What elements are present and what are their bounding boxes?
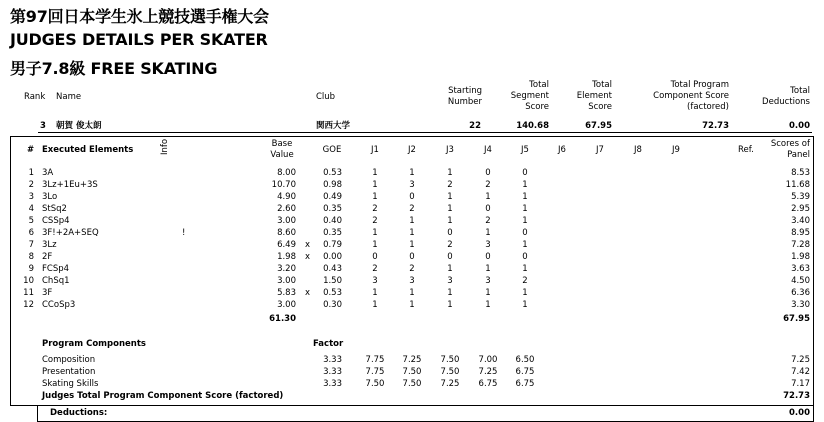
element-code: 3Lo xyxy=(42,192,58,202)
element-number: 8 xyxy=(28,252,34,262)
element-judge-2: 1 xyxy=(409,300,415,310)
element-judge-1: 1 xyxy=(372,180,378,190)
panel-total: 67.95 xyxy=(783,314,810,324)
el-num-header: # xyxy=(27,145,35,155)
rank-header: Rank xyxy=(24,92,46,102)
component-score: 7.25 xyxy=(791,355,810,365)
element-base-value: 3.00 xyxy=(277,216,296,226)
skater-rank: 3 xyxy=(40,121,46,131)
element-judge-4: 0 xyxy=(485,252,491,262)
element-judge-4: 0 xyxy=(485,168,491,178)
panel-header-line2: Panel xyxy=(787,150,810,160)
goe-header: GOE xyxy=(322,145,342,155)
element-judge-5: 1 xyxy=(522,240,528,250)
element-judge-3: 0 xyxy=(447,228,453,238)
judge-header-4: J4 xyxy=(484,145,492,155)
element-judge-1: 0 xyxy=(372,252,378,262)
total-pcs-header-line3: (factored) xyxy=(687,102,729,112)
element-judge-1: 2 xyxy=(372,216,378,226)
element-judge-3: 1 xyxy=(447,264,453,274)
component-factor: 3.33 xyxy=(323,379,342,389)
skater-tss: 140.68 xyxy=(516,121,549,131)
component-judge-3: 7.25 xyxy=(440,379,460,389)
deductions-box xyxy=(37,405,814,422)
element-panel-score: 1.98 xyxy=(791,252,810,262)
element-judge-4: 1 xyxy=(485,288,491,298)
base-value-total: 61.30 xyxy=(269,314,296,324)
ref-header: Ref. xyxy=(738,145,754,155)
base-value-header xyxy=(262,139,302,161)
judge-header-1: J1 xyxy=(371,145,379,155)
element-goe: 0.49 xyxy=(323,192,342,202)
skater-tes: 67.95 xyxy=(585,121,612,131)
component-judge-2: 7.50 xyxy=(402,379,422,389)
element-goe: 0.30 xyxy=(323,300,342,310)
pcs-total-label: Judges Total Program Component Score (factored) xyxy=(42,391,284,401)
pcs-total: 72.73 xyxy=(783,391,810,401)
total-element-header-line3: Score xyxy=(588,102,612,112)
panel-header xyxy=(756,139,810,161)
component-judge-3: 7.50 xyxy=(440,367,460,377)
component-judge-5: 6.50 xyxy=(515,355,535,365)
judge-header-2: J2 xyxy=(408,145,416,155)
element-code: ChSq1 xyxy=(42,276,70,286)
element-panel-score: 6.36 xyxy=(791,288,810,298)
element-judge-3: 1 xyxy=(447,216,453,226)
element-judge-2: 0 xyxy=(409,252,415,262)
element-judge-2: 2 xyxy=(409,204,415,214)
element-base-value: 5.83 xyxy=(277,288,296,298)
element-bonus-flag: x xyxy=(305,288,311,298)
element-judge-1: 2 xyxy=(372,264,378,274)
component-judge-4: 7.00 xyxy=(478,355,498,365)
element-goe: 0.53 xyxy=(323,168,342,178)
element-judge-1: 1 xyxy=(372,192,378,202)
components-header: Program Components xyxy=(42,339,146,349)
element-panel-score: 3.40 xyxy=(791,216,810,226)
element-judge-5: 1 xyxy=(522,204,528,214)
total-pcs-header-line2: Component Score xyxy=(653,91,729,101)
element-judge-1: 2 xyxy=(372,204,378,214)
element-judge-5: 2 xyxy=(522,276,528,286)
element-base-value: 8.00 xyxy=(277,168,296,178)
component-judge-4: 6.75 xyxy=(478,379,498,389)
base-value-header-line2: Value xyxy=(270,150,294,160)
element-goe: 0.40 xyxy=(323,216,342,226)
element-base-value: 1.98 xyxy=(277,252,296,262)
total-element-header xyxy=(562,80,612,113)
element-judge-2: 1 xyxy=(409,216,415,226)
element-base-value: 2.60 xyxy=(277,204,296,214)
element-number: 9 xyxy=(28,264,34,274)
element-judge-4: 3 xyxy=(485,240,491,250)
skater-name: 朝賀 俊太朗 xyxy=(56,121,102,131)
component-factor: 3.33 xyxy=(323,355,342,365)
element-judge-4: 0 xyxy=(485,204,491,214)
element-bonus-flag: x xyxy=(305,252,311,262)
element-judge-1: 1 xyxy=(372,288,378,298)
element-bonus-flag: x xyxy=(305,240,311,250)
name-header: Name xyxy=(56,92,82,102)
component-name: Skating Skills xyxy=(42,379,99,389)
element-code: 3Lz+1Eu+3S xyxy=(42,180,98,190)
element-goe: 0.79 xyxy=(323,240,342,250)
element-code: 2F xyxy=(42,252,53,262)
element-base-value: 3.00 xyxy=(277,300,296,310)
component-name: Presentation xyxy=(42,367,96,377)
element-goe: 0.35 xyxy=(323,228,342,238)
title-report: JUDGES DETAILS PER SKATER xyxy=(10,30,268,49)
judge-header-3: J3 xyxy=(446,145,454,155)
element-number: 5 xyxy=(28,216,34,226)
element-code: FCSp4 xyxy=(42,264,70,274)
element-base-value: 10.70 xyxy=(271,180,296,190)
element-goe: 0.00 xyxy=(323,252,342,262)
total-segment-header-line2: Segment xyxy=(510,91,549,101)
info-header: Info xyxy=(160,138,170,155)
skater-starting-number: 22 xyxy=(469,121,481,131)
element-judge-3: 2 xyxy=(447,240,453,250)
element-judge-4: 1 xyxy=(485,228,491,238)
starting-number-header xyxy=(430,86,482,108)
element-base-value: 3.00 xyxy=(277,276,296,286)
total-element-header-line1: Total xyxy=(592,80,612,90)
element-code: 3Lz xyxy=(42,240,57,250)
element-judge-3: 3 xyxy=(447,276,453,286)
element-judge-2: 1 xyxy=(409,228,415,238)
element-judge-4: 1 xyxy=(485,192,491,202)
element-number: 4 xyxy=(28,204,34,214)
element-panel-score: 8.95 xyxy=(791,228,810,238)
element-judge-2: 3 xyxy=(409,276,415,286)
total-deductions-header xyxy=(750,86,810,108)
element-judge-3: 1 xyxy=(447,300,453,310)
element-info: ! xyxy=(182,228,186,238)
element-number: 6 xyxy=(28,228,34,238)
total-segment-header-line3: Score xyxy=(525,102,549,112)
element-judge-5: 1 xyxy=(522,192,528,202)
element-judge-5: 1 xyxy=(522,288,528,298)
component-judge-1: 7.75 xyxy=(365,355,385,365)
component-factor: 3.33 xyxy=(323,367,342,377)
total-deductions-header-line1: Total xyxy=(790,86,810,96)
starting-number-header-line1: Starting xyxy=(448,86,482,96)
element-judge-2: 1 xyxy=(409,288,415,298)
element-code: CCoSp3 xyxy=(42,300,76,310)
element-judge-2: 1 xyxy=(409,240,415,250)
total-pcs-header xyxy=(620,80,729,113)
element-judge-4: 2 xyxy=(485,180,491,190)
element-code: 3F xyxy=(42,288,53,298)
deductions-label: Deductions: xyxy=(50,408,108,418)
element-judge-1: 1 xyxy=(372,300,378,310)
component-judge-3: 7.50 xyxy=(440,355,460,365)
element-base-value: 3.20 xyxy=(277,264,296,274)
element-panel-score: 5.39 xyxy=(791,192,810,202)
panel-header-line1: Scores of xyxy=(770,139,810,149)
el-name-header: Executed Elements xyxy=(42,145,134,155)
club-header: Club xyxy=(316,92,336,102)
element-judge-3: 2 xyxy=(447,180,453,190)
element-judge-4: 1 xyxy=(485,264,491,274)
element-judge-1: 1 xyxy=(372,168,378,178)
element-number: 1 xyxy=(28,168,34,178)
element-panel-score: 7.28 xyxy=(791,240,810,250)
element-goe: 1.50 xyxy=(323,276,342,286)
skater-row-rule xyxy=(38,132,812,133)
skater-pcs: 72.73 xyxy=(702,121,729,131)
component-score: 7.17 xyxy=(791,379,810,389)
component-judge-2: 7.50 xyxy=(402,367,422,377)
element-number: 11 xyxy=(23,288,34,298)
total-segment-header-line1: Total xyxy=(529,80,549,90)
deductions-total: 0.00 xyxy=(789,408,810,418)
element-judge-5: 0 xyxy=(522,228,528,238)
element-number: 3 xyxy=(28,192,34,202)
element-judge-1: 1 xyxy=(372,240,378,250)
element-panel-score: 8.53 xyxy=(791,168,810,178)
element-goe: 0.43 xyxy=(323,264,342,274)
element-panel-score: 3.30 xyxy=(791,300,810,310)
element-judge-3: 1 xyxy=(447,204,453,214)
element-judge-5: 1 xyxy=(522,264,528,274)
judge-header-8: J8 xyxy=(634,145,642,155)
element-judge-2: 3 xyxy=(409,180,415,190)
element-number: 12 xyxy=(23,300,34,310)
element-code: 3F!+2A+SEQ xyxy=(42,228,99,238)
title-event: 第97回日本学生氷上競技選手権大会 xyxy=(10,7,269,26)
judge-header-5: J5 xyxy=(521,145,529,155)
element-judge-5: 0 xyxy=(522,252,528,262)
component-judge-1: 7.50 xyxy=(365,379,385,389)
judge-header-6: J6 xyxy=(558,145,566,155)
judge-header-7: J7 xyxy=(596,145,604,155)
component-judge-5: 6.75 xyxy=(515,367,535,377)
element-base-value: 6.49 xyxy=(277,240,296,250)
element-judge-4: 2 xyxy=(485,216,491,226)
component-judge-4: 7.25 xyxy=(478,367,498,377)
element-judge-5: 1 xyxy=(522,300,528,310)
total-deductions-header-line2: Deductions xyxy=(762,97,810,107)
element-judge-3: 0 xyxy=(447,252,453,262)
element-code: CSSp4 xyxy=(42,216,70,226)
element-judge-5: 0 xyxy=(522,168,528,178)
element-judge-4: 1 xyxy=(485,300,491,310)
component-judge-1: 7.75 xyxy=(365,367,385,377)
element-number: 7 xyxy=(28,240,34,250)
element-number: 2 xyxy=(28,180,34,190)
element-judge-2: 0 xyxy=(409,192,415,202)
element-number: 10 xyxy=(23,276,34,286)
base-value-header-line1: Base xyxy=(271,139,293,149)
element-judge-2: 2 xyxy=(409,264,415,274)
element-goe: 0.98 xyxy=(323,180,342,190)
element-judge-3: 1 xyxy=(447,192,453,202)
skater-deductions: 0.00 xyxy=(789,121,810,131)
total-segment-header xyxy=(500,80,549,113)
element-judge-1: 3 xyxy=(372,276,378,286)
starting-number-header-line2: Number xyxy=(447,97,482,107)
element-base-value: 8.60 xyxy=(277,228,296,238)
element-judge-2: 1 xyxy=(409,168,415,178)
element-judge-5: 1 xyxy=(522,180,528,190)
element-code: 3A xyxy=(42,168,54,178)
element-panel-score: 2.95 xyxy=(791,204,810,214)
factor-header: Factor xyxy=(313,339,344,349)
element-goe: 0.35 xyxy=(323,204,342,214)
element-panel-score: 3.63 xyxy=(791,264,810,274)
element-judge-5: 1 xyxy=(522,216,528,226)
component-score: 7.42 xyxy=(791,367,810,377)
element-panel-score: 11.68 xyxy=(785,180,810,190)
component-judge-2: 7.25 xyxy=(402,355,422,365)
element-panel-score: 4.50 xyxy=(791,276,810,286)
element-judge-3: 1 xyxy=(447,168,453,178)
title-segment: 男子7.8級 FREE SKATING xyxy=(10,59,218,78)
component-name: Composition xyxy=(42,355,96,365)
total-pcs-header-line1: Total Program xyxy=(670,80,729,90)
skater-club: 関西大学 xyxy=(316,121,351,131)
total-element-header-line2: Element xyxy=(576,91,612,101)
element-base-value: 4.90 xyxy=(277,192,296,202)
element-judge-1: 1 xyxy=(372,228,378,238)
element-judge-4: 3 xyxy=(485,276,491,286)
element-goe: 0.53 xyxy=(323,288,342,298)
judge-header-9: J9 xyxy=(672,145,680,155)
element-code: StSq2 xyxy=(42,204,67,214)
component-judge-5: 6.75 xyxy=(515,379,535,389)
element-judge-3: 1 xyxy=(447,288,453,298)
